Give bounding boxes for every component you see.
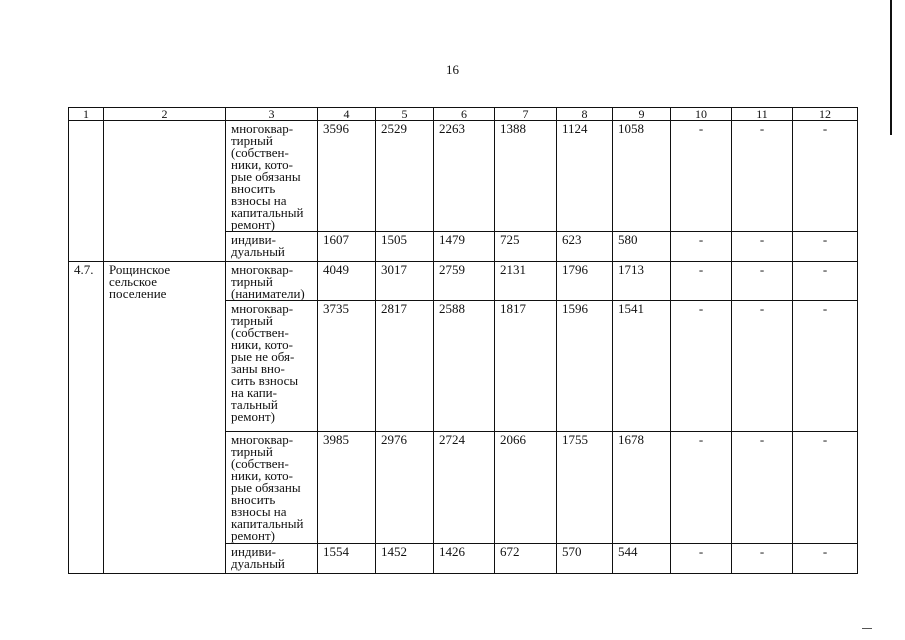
header-cell-8: 8 <box>557 108 613 121</box>
dash-cell: - <box>793 262 858 301</box>
header-cell-11: 11 <box>732 108 793 121</box>
dash-cell: - <box>671 121 732 232</box>
header-row <box>69 108 858 121</box>
table-row <box>69 121 858 232</box>
value-cell: 2759 <box>434 262 495 301</box>
value-cell: 544 <box>613 544 671 574</box>
row-number-cell <box>69 121 104 262</box>
value-cell: 2976 <box>376 432 434 544</box>
value-cell: 1796 <box>557 262 613 301</box>
value-cell: 1426 <box>434 544 495 574</box>
dash-cell: - <box>793 232 858 262</box>
table-row <box>69 262 858 301</box>
housing-type-cell: многоквар- тирный (собствен- ники, кото- рые обязаны вносить взносы на капитальный ремонт) <box>226 121 318 232</box>
housing-type-cell: многоквар- тирный (собствен- ники, кото- рые не обя- заны вно- сить взносы на капи- тальный ремонт) <box>226 301 318 432</box>
value-cell: 2817 <box>376 301 434 432</box>
header-cell-7: 7 <box>495 108 557 121</box>
header-cell-9: 9 <box>613 108 671 121</box>
housing-type-cell: индиви- дуальный <box>226 232 318 262</box>
data-table <box>68 107 858 574</box>
header-cell-12: 12 <box>793 108 858 121</box>
scan-mark <box>862 628 872 629</box>
value-cell: 2263 <box>434 121 495 232</box>
dash-cell: - <box>732 301 793 432</box>
value-cell: 2588 <box>434 301 495 432</box>
dash-cell: - <box>732 544 793 574</box>
dash-cell: - <box>793 121 858 232</box>
value-cell: 1124 <box>557 121 613 232</box>
dash-cell: - <box>671 544 732 574</box>
dash-cell: - <box>671 262 732 301</box>
value-cell: 570 <box>557 544 613 574</box>
value-cell: 2724 <box>434 432 495 544</box>
value-cell: 1817 <box>495 301 557 432</box>
page-number: 16 <box>446 62 459 77</box>
value-cell: 1058 <box>613 121 671 232</box>
dash-cell: - <box>732 432 793 544</box>
value-cell: 725 <box>495 232 557 262</box>
value-cell: 3017 <box>376 262 434 301</box>
value-cell: 1479 <box>434 232 495 262</box>
value-cell: 2066 <box>495 432 557 544</box>
dash-cell: - <box>732 262 793 301</box>
settlement-name-cell: Рощинское сельское поселение <box>104 262 226 574</box>
header-cell-4: 4 <box>318 108 376 121</box>
housing-type-cell: многоквар- тирный (наниматели) <box>226 262 318 301</box>
housing-type-cell: индиви- дуальный <box>226 544 318 574</box>
dash-cell: - <box>793 544 858 574</box>
dash-cell: - <box>671 232 732 262</box>
value-cell: 4049 <box>318 262 376 301</box>
value-cell: 1596 <box>557 301 613 432</box>
housing-type-cell: многоквар- тирный (собствен- ники, кото- рые обязаны вносить взносы на капитальный ремонт) <box>226 432 318 544</box>
value-cell: 2529 <box>376 121 434 232</box>
value-cell: 3985 <box>318 432 376 544</box>
value-cell: 3596 <box>318 121 376 232</box>
value-cell: 1678 <box>613 432 671 544</box>
value-cell: 3735 <box>318 301 376 432</box>
value-cell: 1505 <box>376 232 434 262</box>
value-cell: 672 <box>495 544 557 574</box>
header-cell-3: 3 <box>226 108 318 121</box>
dash-cell: - <box>671 301 732 432</box>
value-cell: 580 <box>613 232 671 262</box>
value-cell: 623 <box>557 232 613 262</box>
value-cell: 1713 <box>613 262 671 301</box>
settlement-name-cell <box>104 121 226 262</box>
value-cell: 1554 <box>318 544 376 574</box>
value-cell: 1607 <box>318 232 376 262</box>
page-edge-line <box>890 0 892 135</box>
value-cell: 1755 <box>557 432 613 544</box>
value-cell: 2131 <box>495 262 557 301</box>
value-cell: 1452 <box>376 544 434 574</box>
header-cell-1: 1 <box>69 108 104 121</box>
header-cell-6: 6 <box>434 108 495 121</box>
dash-cell: - <box>793 301 858 432</box>
header-cell-2: 2 <box>104 108 226 121</box>
header-cell-10: 10 <box>671 108 732 121</box>
header-cell-5: 5 <box>376 108 434 121</box>
dash-cell: - <box>671 432 732 544</box>
dash-cell: - <box>732 232 793 262</box>
dash-cell: - <box>732 121 793 232</box>
value-cell: 1388 <box>495 121 557 232</box>
row-number-cell: 4.7. <box>69 262 104 574</box>
value-cell: 1541 <box>613 301 671 432</box>
dash-cell: - <box>793 432 858 544</box>
